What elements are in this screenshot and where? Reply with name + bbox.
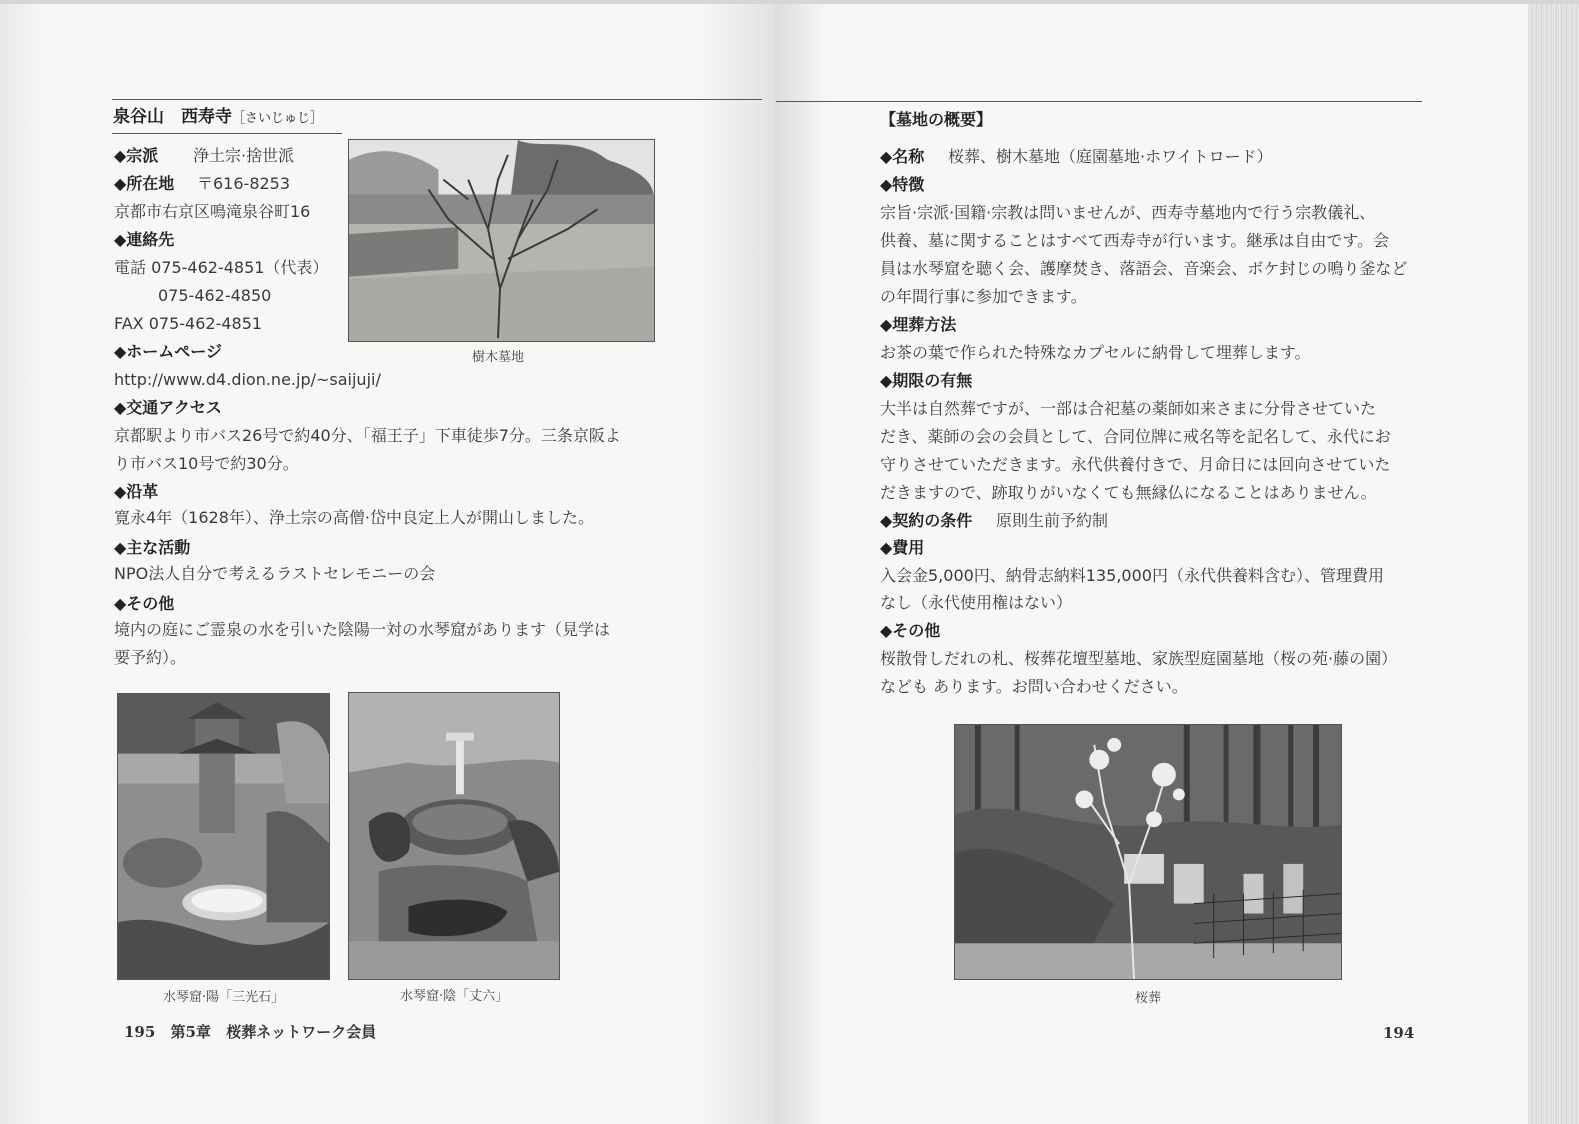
homepage-url[interactable]: http://www.d4.dion.ne.jp/~saijuji/ [114,370,381,389]
burial-label: ◆埋葬方法 [880,315,957,334]
other-line-1-right: 桜散骨しだれの札、桜葬花壇型墓地、家族型庭園墓地（桜の苑·藤の園） [880,649,1398,668]
chapter-label: 第5章 [170,1023,211,1041]
fee-line-2: なし（永代使用権はない） [880,593,1073,612]
features-line-4: の年間行事に参加できます。 [880,287,1087,306]
term-label: ◆期限の有無 [880,371,973,390]
term-line-1: 大半は自然葬ですが、一部は合祀墓の薬師如来さまに分骨させていた [880,399,1377,418]
fee-line-1: 入会金5,000円、納骨志納料135,000円（永代供養料含む）、管理費用 [880,566,1384,585]
location-label: ◆所在地 [114,174,175,193]
access-line-1: 京都駅より市バス26号で約40分、「福王子」下車徒歩7分。三条京阪よ [114,426,621,445]
fax: FAX 075-462-4851 [114,314,263,333]
title-underline [112,133,342,134]
suikinkutsu-yin-photo [348,692,560,980]
suikinkutsu-yang-caption: 水琴窟·陽「三光石」 [163,990,285,1005]
suikinkutsu-yang-photo [117,693,330,980]
tree-burial-photo [348,139,655,342]
features-line-3: 員は水琴窟を聴く会、護摩焚き、落語会、音楽会、ボケ封じの鳴り釜など [880,259,1408,278]
other-label-right: ◆その他 [880,621,941,640]
top-shadow [0,0,1579,4]
contact-label: ◆連絡先 [114,230,175,249]
access-line-2: り市バス10号で約30分。 [114,454,299,473]
left-header-rule [112,99,762,100]
access-label: ◆交通アクセス [114,398,222,417]
burial-text: お茶の葉で作られた特殊なカプセルに納骨して埋葬します。 [880,343,1311,362]
temple-reading: ［さいじゅじ］ [232,111,324,126]
suikinkutsu-yin-caption: 水琴窟·陰「丈六」 [400,989,509,1004]
history-label: ◆沿革 [114,482,159,501]
other-label-left: ◆その他 [114,594,175,613]
left-folio [124,1022,376,1042]
tree-burial-image [349,140,654,341]
sakura-burial-photo [954,724,1342,980]
sakura-burial-caption: 桜葬 [1135,991,1162,1006]
page-edges [1528,0,1579,1124]
other-line-2-right: なども あります。お問い合わせください。 [880,677,1188,696]
temple-name: 泉谷山 西寿寺 [113,107,232,127]
sect-value: 浄土宗·捨世派 [193,146,295,165]
right-header-rule [776,101,1422,102]
activities-text: NPO法人自分で考えるラストセレモニーの会 [114,564,436,583]
suikinkutsu-yin-image [349,693,559,979]
chapter-title: 桜葬ネットワーク会員 [226,1023,377,1041]
temple-title [113,107,323,129]
sakura-burial-image [955,725,1341,979]
history-text: 寛永4年（1628年）、浄土宗の高僧·岱中良定上人が開山しました。 [114,508,594,527]
phone-2: 075-462-4850 [158,286,272,305]
features-line-1: 宗旨·宗派·国籍·宗教は問いませんが、西寿寺墓地内で行う宗教儀礼、 [880,203,1376,222]
other-line-2-left: 要予約）。 [114,648,187,667]
phone-1: 電話 075-462-4851（代表） [114,258,329,277]
sect-label: ◆宗派 [114,146,159,165]
overview-heading: 【墓地の概要】 [880,110,993,129]
address: 京都市右京区鳴滝泉谷町16 [114,202,311,221]
name-label: ◆名称 [880,147,925,166]
term-line-4: だきますので、跡取りがいなくても無縁仏になることはありません。 [880,483,1377,502]
features-label: ◆特徴 [880,175,925,194]
contract-value: 原則生前予約制 [996,511,1109,530]
contract-label: ◆契約の条件 [880,511,973,530]
term-line-2: だき、薬師の会の会員として、合同位牌に戒名等を記名して、永代にお [880,427,1391,446]
other-line-1-left: 境内の庭にご霊泉の水を引いた陰陽一対の水琴窟があります（見学は [114,620,611,639]
suikinkutsu-yang-image [118,694,329,979]
left-page-number: 195 [124,1023,156,1041]
activities-label: ◆主な活動 [114,538,191,557]
features-line-2: 供養、墓に関することはすべて西寿寺が行います。継承は自由です。会 [880,231,1390,250]
name-value: 桜葬、樹木墓地（庭園墓地·ホワイトロード） [948,147,1273,166]
homepage-label: ◆ホームページ [114,342,222,361]
term-line-3: 守りさせていただきます。永代供養付きで、月命日には回向させていた [880,455,1391,474]
fee-label: ◆費用 [880,538,925,557]
postal-code: 〒616-8253 [197,174,291,193]
tree-burial-caption: 樹木墓地 [472,350,525,365]
right-page-number: 194 [1383,1024,1415,1042]
